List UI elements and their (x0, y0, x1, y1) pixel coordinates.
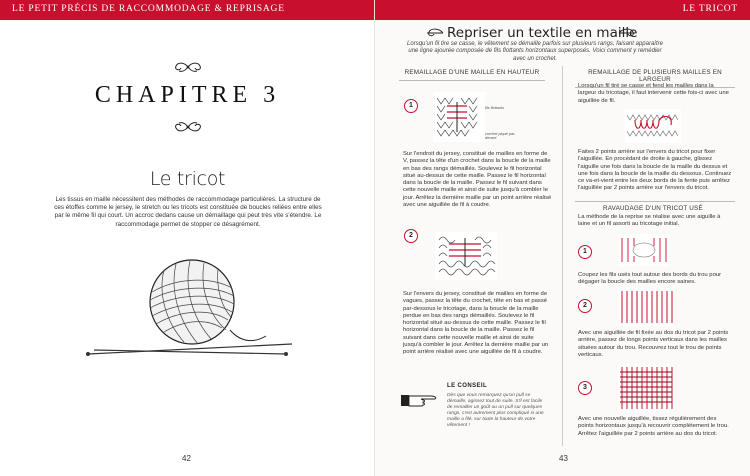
darning-figure-3 (618, 364, 674, 412)
col1-step2-text: Sur l'envers du jersey, constitué de mailles en forme de vagues, passez la tête du crochet, tête en bas et passé par-dessous le tricotage, dans la boucle de la maille perdue en bas des rangs démaillés. Soulevez le fil horizontal situé au-dessus de cette maille. Passez le fil horizontal dans la boucle de la maille. Passez le fil suivant dans cette nouvelle maille et ainsi de suite jusqu'à combler le jour. Arrêtez la dernière maille par un point arrière réalisé avec une aiguillée de fil à coudre. (403, 291, 549, 356)
column-divider (562, 66, 563, 446)
flourish-ornament-bottom (170, 120, 206, 134)
col2-sub-intro: La méthode de la reprise se réalise avec une aiguille à laine et un fil assorti au tricotage initial. (578, 214, 721, 228)
col1-step1-badge: 1 (404, 99, 418, 113)
fig-label-floating-threads: fils flottants (485, 106, 504, 110)
page-number: 43 (559, 454, 568, 463)
running-head-book-title: LE PETIT PRÉCIS DE RACCOMMODAGE & REPRISAGE (12, 4, 285, 14)
section-intro: Lorsqu'un fil tire se casse, le vêtement se démaille parfois sur plusieurs rangs, faisant apparaître une ligne ajourée composée de fils flottants horizontaux superposés. Voici comment y remédier avec un crochet. (407, 41, 663, 62)
chapter-heading: CHAPITRE 3 (94, 82, 281, 108)
col2-step2-badge: 2 (578, 299, 592, 313)
running-head-chapter: LE TRICOT (682, 4, 738, 14)
col2-heading: REMAILLAGE DE PLUSIEURS MAILLES EN LARGEUR (588, 69, 722, 84)
page-number: 42 (182, 454, 191, 463)
darning-figure-2 (618, 288, 674, 326)
knit-ladder-figure-1 (433, 92, 485, 142)
col2-step3-text: Avec une nouvelle aiguillée, tissez régulièrement des points horizontaux jusqu'à recouvrir complètement le trou. Arrêtez l'aiguillée par 2 points arrière au dos du tricot. (578, 416, 729, 437)
tip-box (399, 378, 544, 442)
col2-step3-badge: 3 (578, 381, 592, 395)
chapter-title: Le tricot (149, 168, 226, 190)
darning-figure-1 (618, 234, 670, 266)
right-page (375, 0, 750, 476)
col2-subheading: RAVAUDAGE D'UN TRICOT USÉ (603, 205, 703, 212)
col1-heading-rule (399, 80, 545, 81)
col2-step2-text: Avec une aiguillée de fil fixée au dos du tricot par 2 points arrière, passez de longs points verticaux dans les mailles situées autour du trou. Recouvrez tout le trou de points verticaux. (578, 330, 729, 358)
flourish-ornament-left (425, 27, 445, 39)
col2-subheading-rule (575, 201, 735, 202)
col2-step1-text: Coupez les fils usés tout autour des bords du trou pour dégager la boucle des mailles encore saines. (578, 272, 722, 286)
fig-label-hook: crochet piqué par-devant (485, 132, 516, 140)
col1-heading: REMAILLAGE D'UNE MAILLE EN HAUTEUR (404, 69, 540, 76)
knit-ladder-figure-2 (435, 232, 497, 280)
yarn-ball-illustration (80, 258, 300, 358)
col2-step1-badge: 1 (578, 245, 592, 259)
chapter-intro-text: Les tissus en maille nécessitent des méthodes de raccommodage particulières. La structure de ces étoffes comme le jersey, le stretch ou les tricots est constituée de boucles reliées entre elles par le même fil qui court. Un accroc dedans cause un démaillage qui peut très vite s'étendre. Le raccommodage permet de stopper ce désagrément. (54, 196, 322, 228)
flourish-ornament-right (617, 27, 637, 39)
col2-slit-text: Faites 2 points arrière sur l'envers du tricot pour fixer l'aiguillée. En procédant de droite à gauche, glissez l'aiguille une fois dans la boucle de la maille du dessus et une fois dans la boucle de la maille du dessous. Continuez ce va-et-vient entre les deux bords de la fente puis arrêtez l'aiguillée par 2 points arrière sur l'envers du tricot. (578, 149, 732, 192)
darning-slit-figure (625, 109, 681, 143)
pointing-hand-icon (401, 390, 441, 410)
col2-intro-text: Lorsqu'un fil tiré se casse et fend les mailles dans la largeur du tricotage, il faut intervenir cette fois-ci avec une aiguillée de fil. (578, 83, 729, 104)
col1-step1-text: Sur l'endroit du jersey, constitué de mailles en forme de V, passez la tête d'un crochet dans la boucle de la maille en bas des rangs démaillés. Soulevez le fil horizontal situé au-dessus de cette maille. Passez le fil horizontal dans la boucle de la maille. Passez le fil suivant dans cette nouvelle maille et ainsi de suite jusqu'à combler le jour. Arrêtez la dernière maille par un point arrière réalisé avec une aiguillée de fil à coudre. (403, 151, 552, 209)
tip-title: LE CONSEIL (447, 383, 488, 389)
col1-step2-badge: 2 (404, 229, 418, 243)
flourish-ornament-top (170, 60, 206, 74)
section-title: Repriser un textile en maille (447, 25, 638, 41)
tip-text: Dès que vous remarquez qu'un pull se démaille, agissez tout de suite. S'il est facile de remailler un goût ou un pull sur quelques rangs, c'est autrement plus compliqué si une maille a filé, sur toute la hauteur de votre vêtement ! (447, 393, 544, 428)
